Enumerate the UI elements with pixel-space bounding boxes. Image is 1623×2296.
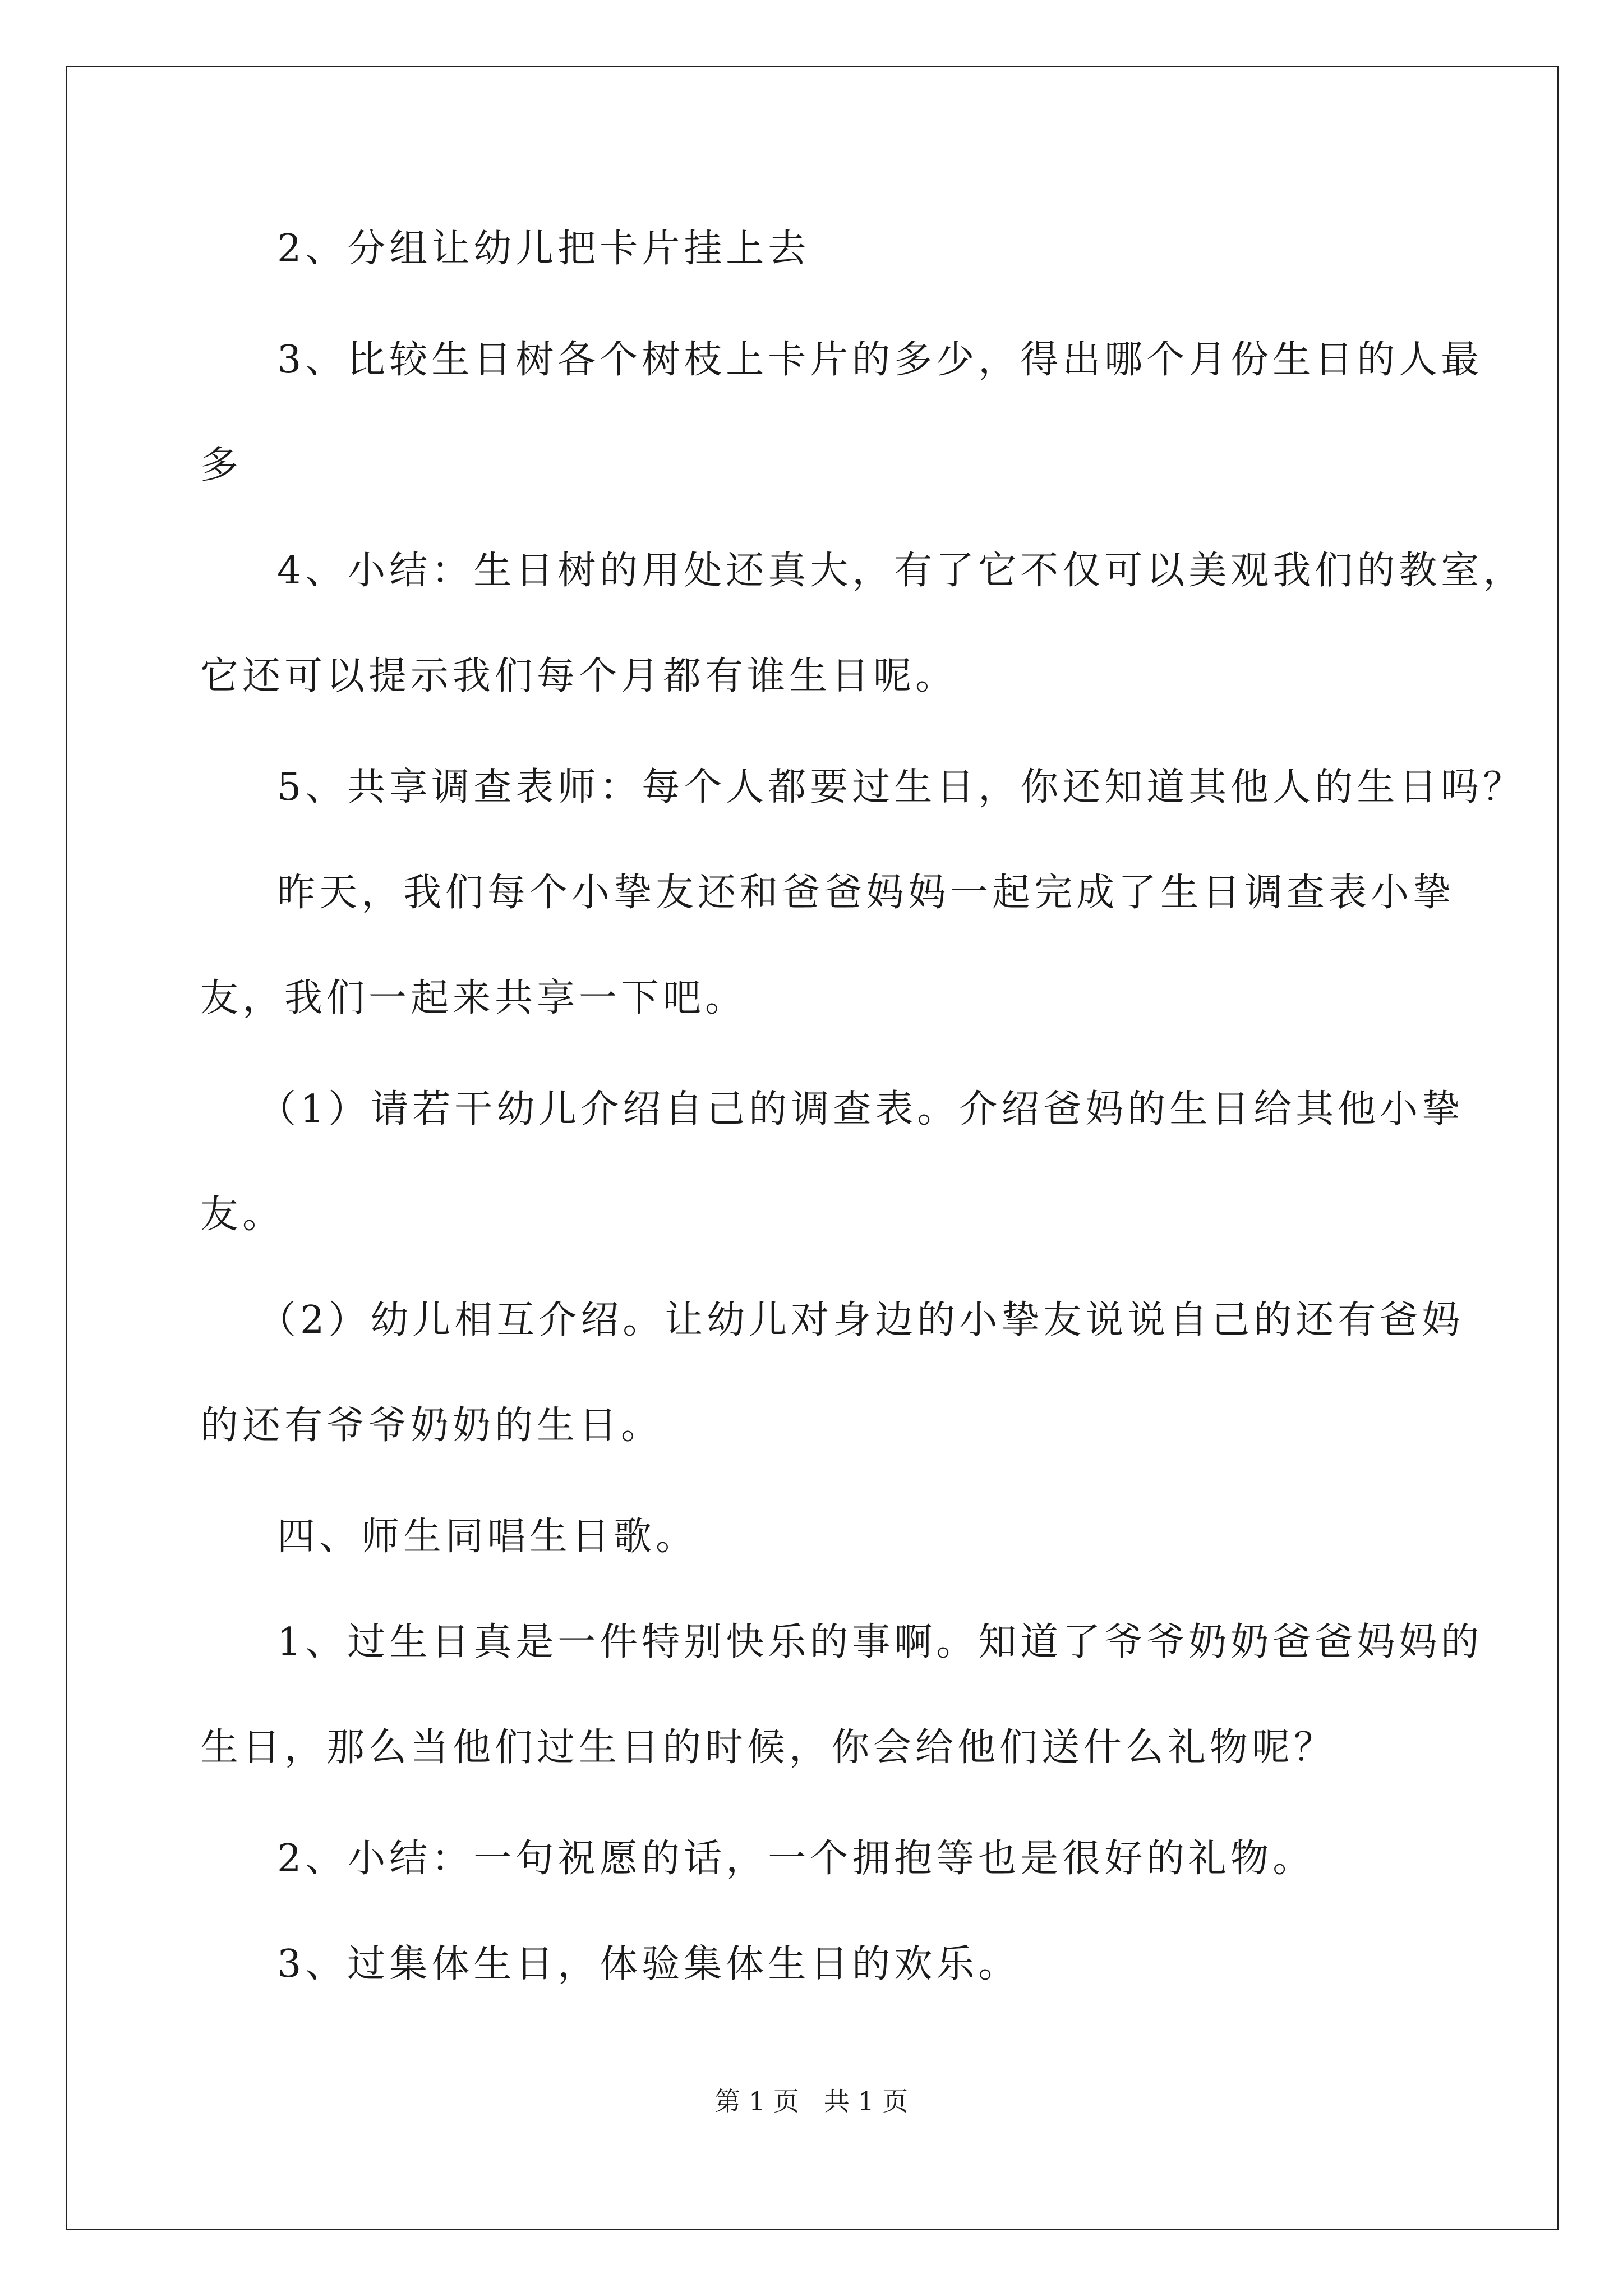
text-line-12: 的还有爷爷奶奶的生日。 [200, 1404, 663, 1448]
text-line-7: 昨天，我们每个小挚友还和爸爸妈妈一起完成了生日调查表小挚 [277, 871, 1455, 915]
text-line-17: 3、过集体生日，体验集体生日的欢乐。 [277, 1942, 1021, 1986]
text-line-11: （2）幼儿相互介绍。让幼儿对身边的小挚友说说自己的还有爸妈 [258, 1298, 1464, 1342]
text-line-14: 1、过生日真是一件特别快乐的事啊。知道了爷爷奶奶爸爸妈妈的 [277, 1620, 1483, 1664]
text-line-5: 它还可以提示我们每个月都有谁生日呢。 [200, 654, 958, 698]
text-line-13: 四、师生同唱生日歌。 [277, 1515, 698, 1559]
text-line-9: （1）请若干幼儿介绍自己的调查表。介绍爸妈的生日给其他小挚 [258, 1087, 1464, 1131]
page-border [66, 66, 1559, 2230]
text-line-15: 生日，那么当他们过生日的时候，你会给他们送什么礼物呢？ [200, 1726, 1336, 1770]
page-footer: 第 1 页 共 1 页 [714, 2086, 909, 2116]
text-line-8: 友，我们一起来共享一下吧。 [200, 976, 748, 1020]
text-line-6: 5、共享调查表师：每个人都要过生日，你还知道其他人的生日吗？ [277, 765, 1525, 809]
text-line-16: 2、小结：一句祝愿的话，一个拥抱等也是很好的礼物。 [277, 1837, 1315, 1881]
text-line-2: 3、比较生日树各个树枝上卡片的多少，得出哪个月份生日的人最 [277, 338, 1483, 382]
text-line-1: 2、分组让幼儿把卡片挂上去 [277, 227, 810, 271]
text-line-4: 4、小结：生日树的用处还真大，有了它不仅可以美观我们的教室， [277, 549, 1525, 593]
text-line-3: 多 [200, 443, 243, 487]
text-line-10: 友。 [200, 1193, 285, 1237]
